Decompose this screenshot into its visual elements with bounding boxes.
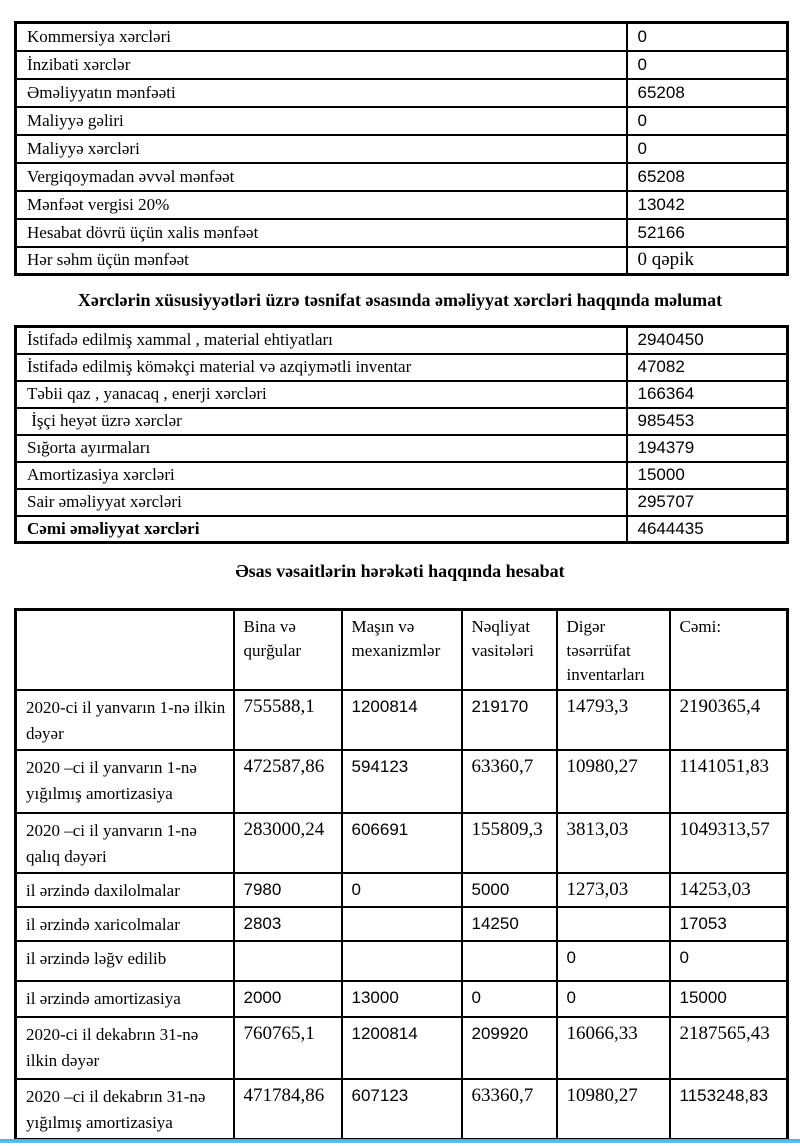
cell-value: 1273,03	[557, 873, 670, 907]
table-row	[16, 981, 788, 1017]
column-header: Bina və qurğular	[234, 610, 342, 691]
row-value: 0	[627, 23, 788, 51]
row-label: İşçi heyət üzrə xərclər	[16, 408, 627, 435]
cell-value: 755588,1	[234, 690, 342, 750]
cell-value: 1200814	[342, 690, 462, 750]
operating-expenses-table	[14, 325, 789, 544]
row-value: 52166	[627, 219, 788, 247]
cell-value: 14253,03	[670, 873, 788, 907]
table-row	[16, 135, 788, 163]
row-value: 47082	[627, 354, 788, 381]
row-value: 65208	[627, 79, 788, 107]
row-label: İstifadə edilmiş köməkçi material və azqiymətli inventar	[16, 354, 627, 381]
cell-value-empty	[342, 907, 462, 941]
column-header: Maşın və mexanizmlər	[342, 610, 462, 691]
table-row	[16, 873, 788, 907]
column-header-empty	[16, 610, 234, 691]
table-row	[16, 489, 788, 516]
cell-value: 0	[557, 981, 670, 1017]
cell-value: 10980,27	[557, 1079, 670, 1140]
table-row	[16, 354, 788, 381]
cell-value: 0	[670, 941, 788, 981]
row-value: 15000	[627, 462, 788, 489]
row-label: Mənfəət vergisi 20%	[16, 191, 627, 219]
cell-value: 471784,86	[234, 1079, 342, 1140]
table-row	[16, 408, 788, 435]
cell-value: 0	[462, 981, 557, 1017]
column-header: Cəmi:	[670, 610, 788, 691]
row-label: 2020 –ci il yanvarın 1-nə yığılmış amortizasiya	[16, 750, 234, 813]
table-row	[16, 462, 788, 489]
row-value-total: 4644435	[627, 516, 788, 543]
cell-value-empty	[557, 907, 670, 941]
fixed-assets-table	[14, 608, 789, 1141]
table-row	[16, 163, 788, 191]
row-label: İstifadə edilmiş xammal , material ehtiyatları	[16, 327, 627, 354]
cell-value: 2803	[234, 907, 342, 941]
cell-value: 14250	[462, 907, 557, 941]
cell-value: 63360,7	[462, 750, 557, 813]
row-label: Maliyyə gəliri	[16, 107, 627, 135]
row-label: il ərzində ləğv edilib	[16, 941, 234, 981]
cell-value: 2190365,4	[670, 690, 788, 750]
cell-value: 15000	[670, 981, 788, 1017]
cell-value: 2187565,43	[670, 1017, 788, 1079]
table-row	[16, 107, 788, 135]
table-row	[16, 381, 788, 408]
income-statement-table	[14, 21, 789, 276]
table-row	[16, 435, 788, 462]
row-value: 65208	[627, 163, 788, 191]
bottom-divider-bar	[0, 1139, 800, 1143]
row-value: 0	[627, 107, 788, 135]
row-value: 166364	[627, 381, 788, 408]
row-label: Əməliyyatın mənfəəti	[16, 79, 627, 107]
row-value: 295707	[627, 489, 788, 516]
cell-value: 1153248,83	[670, 1079, 788, 1140]
row-value: 2940450	[627, 327, 788, 354]
table-row	[16, 79, 788, 107]
table-row	[16, 1017, 788, 1079]
table-row	[16, 51, 788, 79]
row-label: il ərzində amortizasiya	[16, 981, 234, 1017]
table-row	[16, 813, 788, 873]
cell-value: 0	[557, 941, 670, 981]
cell-value: 10980,27	[557, 750, 670, 813]
table-row	[16, 750, 788, 813]
cell-value-empty	[234, 941, 342, 981]
row-label: 2020-ci il yanvarın 1-nə ilkin dəyər	[16, 690, 234, 750]
table-row	[16, 191, 788, 219]
row-label: il ərzində daxilolmalar	[16, 873, 234, 907]
table-row	[16, 907, 788, 941]
cell-value: 7980	[234, 873, 342, 907]
table-row	[16, 1079, 788, 1140]
row-label: 2020 –ci il yanvarın 1-nə qalıq dəyəri	[16, 813, 234, 873]
row-label: Sığorta ayırmaları	[16, 435, 627, 462]
row-label: Sair əməliyyat xərcləri	[16, 489, 627, 516]
cell-value: 606691	[342, 813, 462, 873]
row-label: Kommersiya xərcləri	[16, 23, 627, 51]
table-row	[16, 219, 788, 247]
cell-value: 13000	[342, 981, 462, 1017]
cell-value: 5000	[462, 873, 557, 907]
row-label: Amortizasiya xərcləri	[16, 462, 627, 489]
table-row	[16, 690, 788, 750]
table-row	[16, 327, 788, 354]
cell-value: 607123	[342, 1079, 462, 1140]
cell-value: 1049313,57	[670, 813, 788, 873]
cell-value: 63360,7	[462, 1079, 557, 1140]
cell-value: 283000,24	[234, 813, 342, 873]
cell-value: 760765,1	[234, 1017, 342, 1079]
cell-value: 14793,3	[557, 690, 670, 750]
cell-value: 17053	[670, 907, 788, 941]
row-label-total: Cəmi əməliyyat xərcləri	[16, 516, 627, 543]
section-heading-fixed-assets: Əsas vəsaitlərin hərəkəti haqqında hesabat	[235, 561, 565, 581]
row-value: 0 qəpik	[627, 247, 788, 275]
row-label: 2020 –ci il dekabrın 31-nə yığılmış amortizasiya	[16, 1079, 234, 1140]
column-header: Nəqliyat vasitələri	[462, 610, 557, 691]
cell-value: 594123	[342, 750, 462, 813]
cell-value: 1141051,83	[670, 750, 788, 813]
table-header-row	[16, 610, 788, 691]
row-label: Təbii qaz , yanacaq , enerji xərcləri	[16, 381, 627, 408]
cell-value: 3813,03	[557, 813, 670, 873]
cell-value-empty	[462, 941, 557, 981]
cell-value: 16066,33	[557, 1017, 670, 1079]
row-label: il ərzində xaricolmalar	[16, 907, 234, 941]
row-value: 194379	[627, 435, 788, 462]
cell-value: 0	[342, 873, 462, 907]
row-label: Maliyyə xərcləri	[16, 135, 627, 163]
row-value: 0	[627, 135, 788, 163]
row-label: 2020-ci il dekabrın 31-nə ilkin dəyər	[16, 1017, 234, 1079]
table-row	[16, 941, 788, 981]
table-row	[16, 516, 788, 543]
column-header: Digər təsərrüfat inventarları	[557, 610, 670, 691]
row-label: Hər səhm üçün mənfəət	[16, 247, 627, 275]
cell-value: 219170	[462, 690, 557, 750]
table-row	[16, 247, 788, 275]
row-value: 0	[627, 51, 788, 79]
cell-value-empty	[342, 941, 462, 981]
row-label: İnzibati xərclər	[16, 51, 627, 79]
cell-value: 1200814	[342, 1017, 462, 1079]
cell-value: 155809,3	[462, 813, 557, 873]
cell-value: 472587,86	[234, 750, 342, 813]
row-value: 13042	[627, 191, 788, 219]
cell-value: 2000	[234, 981, 342, 1017]
row-value: 985453	[627, 408, 788, 435]
cell-value: 209920	[462, 1017, 557, 1079]
section-heading-operating-expenses: Xərclərin xüsusiyyətləri üzrə təsnifat əsasında əməliyyat xərcləri haqqında məlumat	[77, 290, 723, 310]
row-label: Vergiqoymadan əvvəl mənfəət	[16, 163, 627, 191]
row-label: Hesabat dövrü üçün xalis mənfəət	[16, 219, 627, 247]
table-row	[16, 23, 788, 51]
